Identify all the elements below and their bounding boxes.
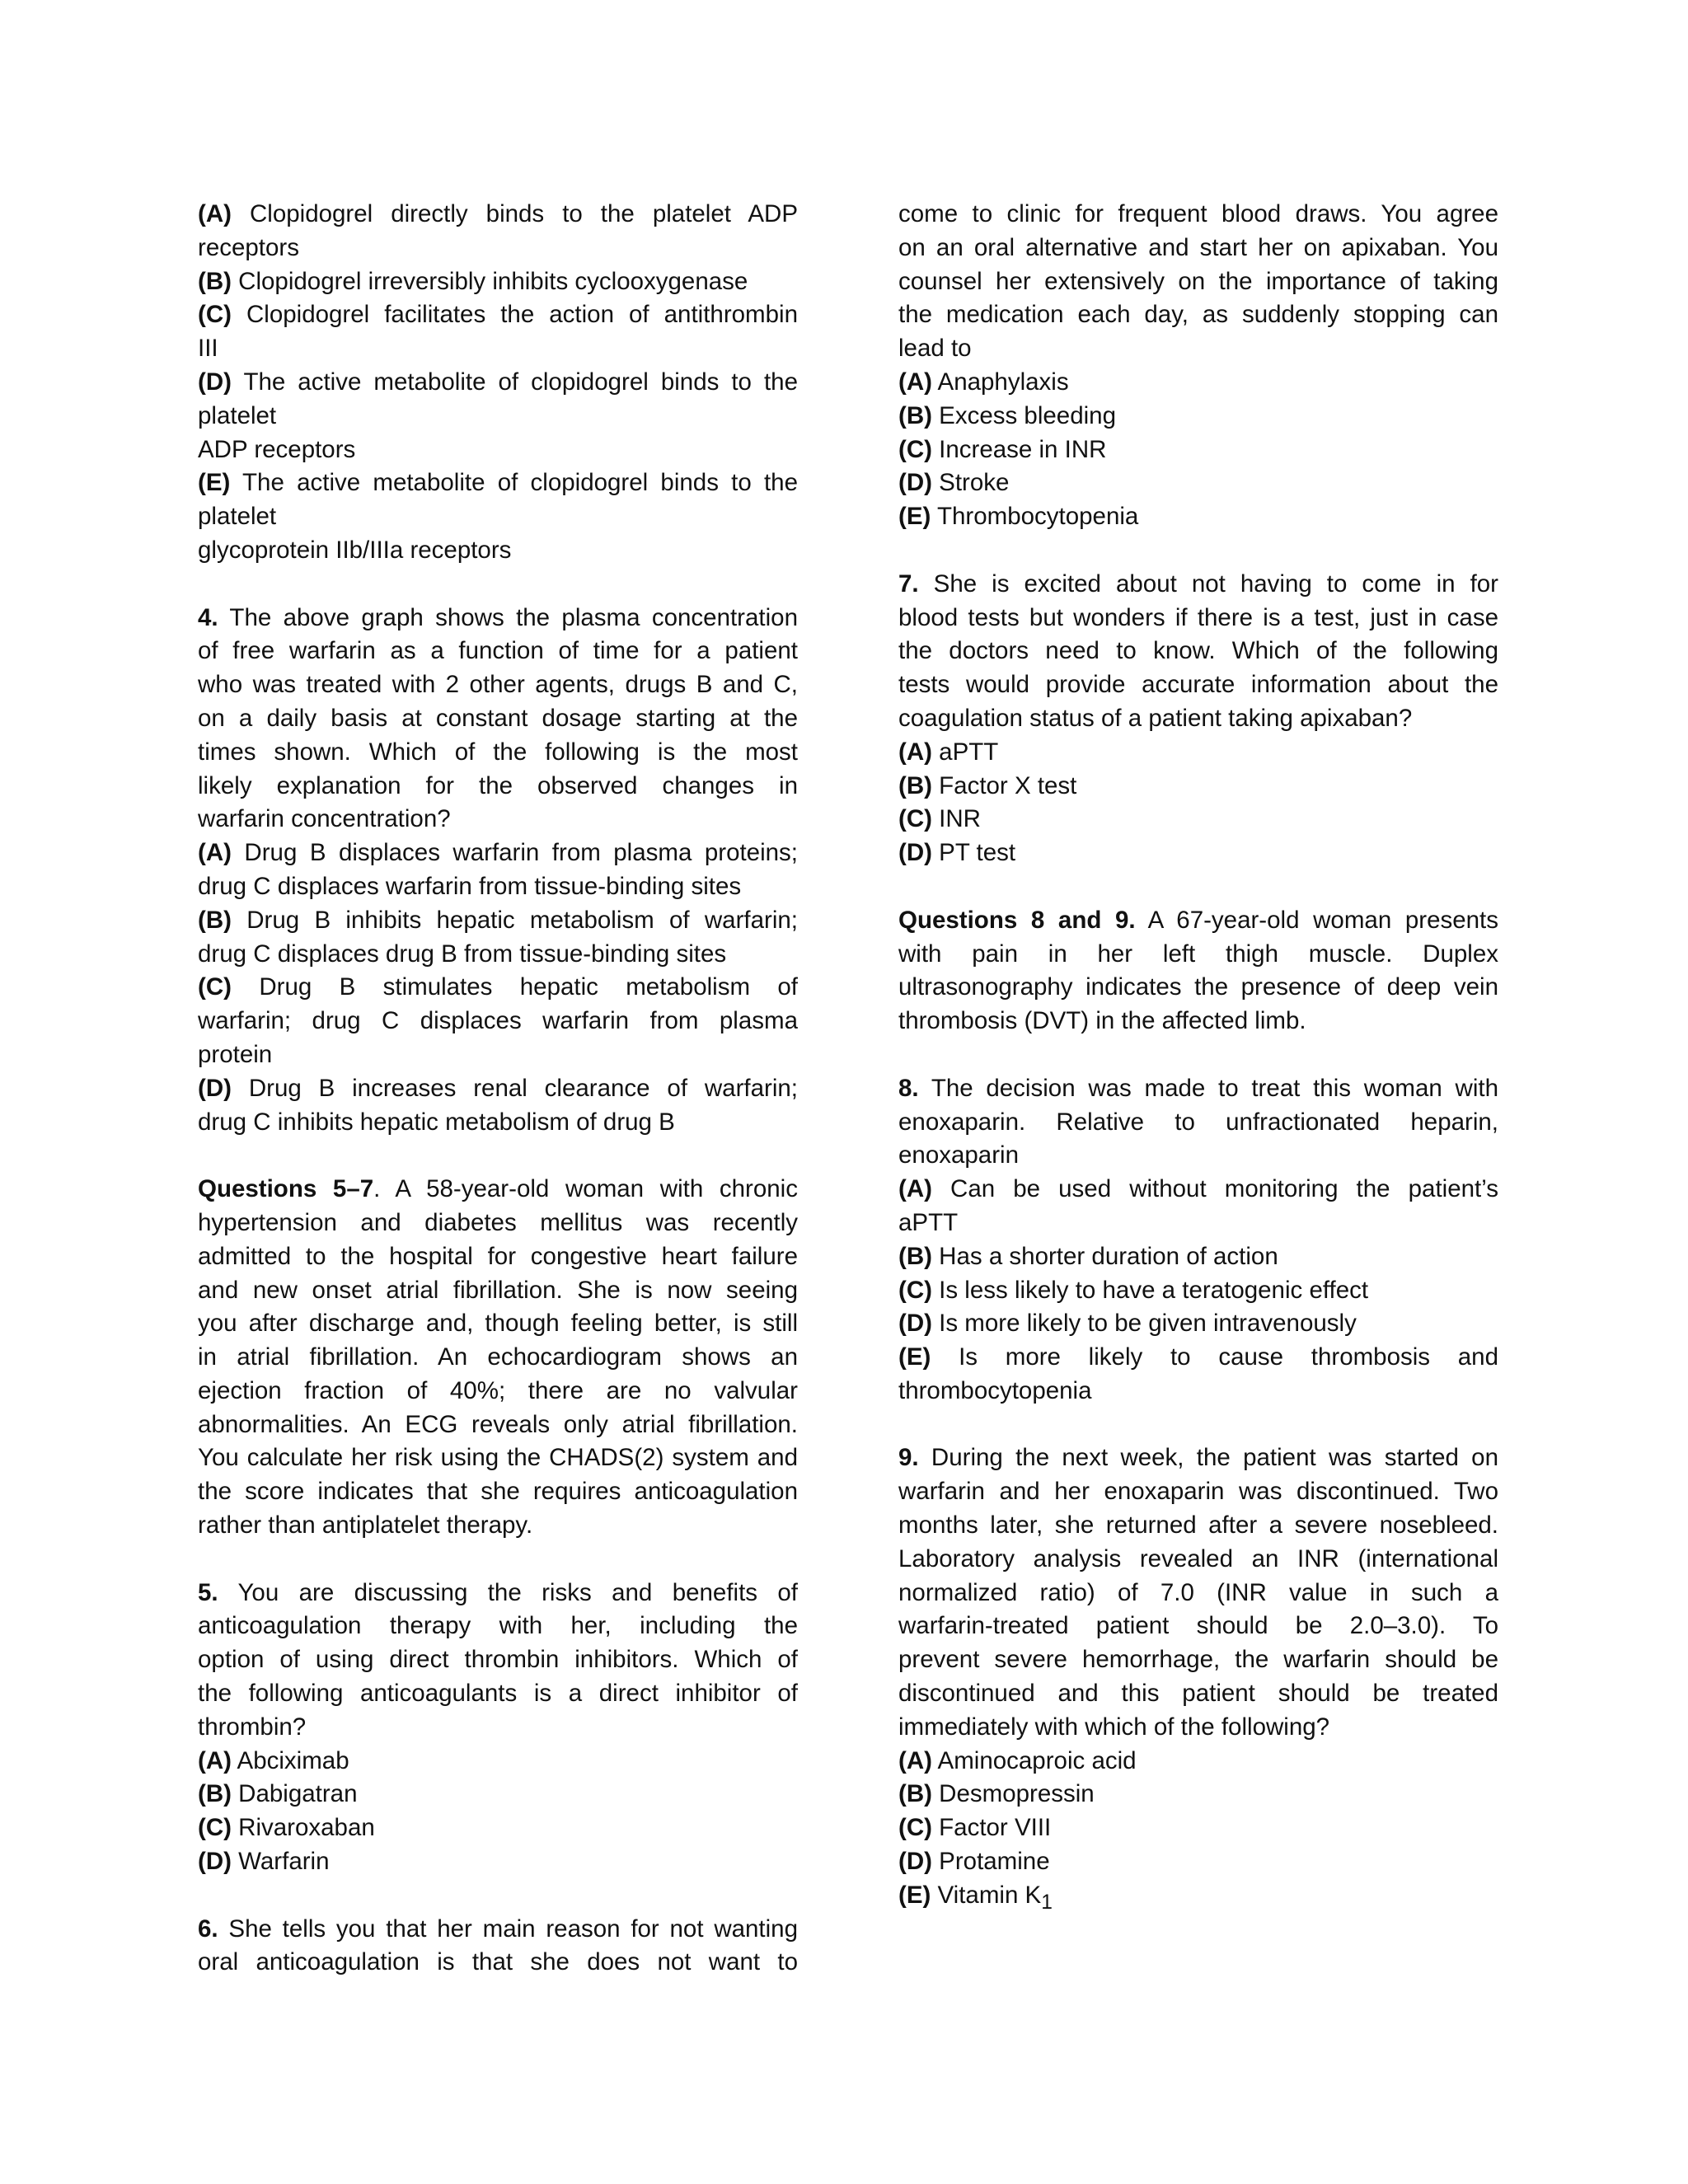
question-number: 4. <box>198 603 218 631</box>
option-label: (B) <box>898 1242 932 1270</box>
question-4 <box>198 602 798 1140</box>
question-number: 9. <box>898 1444 919 1472</box>
intro-text: hypertension and diabetes mellitus was recently <box>198 1208 798 1236</box>
right-column <box>898 198 1498 1920</box>
q4-option-c <box>198 971 798 1071</box>
q4-option-a <box>198 837 798 904</box>
question-stem: warfarin and her enoxaparin was discontinued. Two <box>898 1478 1498 1506</box>
option-text: Drug B stimulates hepatic metabolism of <box>259 973 799 1001</box>
option-label: (B) <box>198 267 232 295</box>
option-text: Stroke <box>939 469 1010 497</box>
question-stem: come to clinic for frequent blood draws. You agree <box>898 200 1498 227</box>
option-label: (B) <box>198 906 232 934</box>
q6-option-d <box>898 466 1498 500</box>
option-label: (A) <box>198 839 232 867</box>
option-text: Drug B displaces warfarin from plasma proteins; <box>244 839 798 867</box>
question-7 <box>898 568 1498 870</box>
q6-option-c <box>898 434 1498 467</box>
option-label: (B) <box>898 771 932 799</box>
option-label: (E) <box>898 503 931 531</box>
option-label: (A) <box>198 1746 232 1774</box>
q9-option-b <box>898 1778 1498 1811</box>
option-text: Clopidogrel directly binds to the platelet ADP <box>249 200 798 227</box>
option-label: (C) <box>898 1814 932 1842</box>
option-text: Is less likely to have a teratogenic effect <box>939 1276 1369 1304</box>
intro-text: ejection fraction of 40%; there are no valvular <box>198 1376 798 1404</box>
option-label: (E) <box>898 1343 931 1371</box>
q7-option-c <box>898 803 1498 837</box>
option-text: Protamine <box>939 1848 1050 1876</box>
intro-text: abnormalities. An ECG reveals only atrial fibrillation. <box>198 1410 798 1438</box>
option-text: protein <box>198 1040 273 1068</box>
intro-text: admitted to the hospital for congestive heart failure <box>198 1242 798 1270</box>
question-stem: times shown. Which of the following is the most <box>198 738 798 766</box>
question-stem: enoxaparin. Relative to unfractionated heparin, <box>898 1108 1498 1136</box>
option-text: Drug B inhibits hepatic metabolism of warfarin; <box>246 906 798 934</box>
option-text: The active metabolite of clopidogrel binds to the <box>243 368 798 396</box>
intro-text: and new onset atrial fibrillation. She is now seeing <box>198 1276 798 1304</box>
question-stem: coagulation status of a patient taking apixaban? <box>898 704 1413 732</box>
option-label: (E) <box>198 469 231 497</box>
option-label: (D) <box>198 368 232 396</box>
question-stem: The above graph shows the plasma concentration <box>229 603 798 631</box>
option-label: (D) <box>198 1848 232 1876</box>
question-stem: tests would provide accurate information about the <box>898 671 1498 699</box>
question-stem: on a daily basis at constant dosage starting at the <box>198 704 798 732</box>
question-number: 5. <box>198 1578 218 1606</box>
question-number: 8. <box>898 1074 919 1102</box>
q5-option-d <box>198 1845 798 1879</box>
q9-option-e <box>898 1879 1498 1920</box>
option-label: (D) <box>898 469 932 497</box>
question-stem: likely explanation for the observed changes in <box>198 771 798 799</box>
question-stem: enoxaparin <box>898 1141 1019 1169</box>
q8-option-a <box>898 1173 1498 1240</box>
option-label: (A) <box>898 1175 932 1203</box>
question-8 <box>898 1072 1498 1408</box>
option-label: (C) <box>198 1814 232 1842</box>
q5-option-b <box>198 1778 798 1811</box>
option-text: INR <box>939 805 981 833</box>
option-text: warfarin; drug C displaces warfarin from plasma <box>198 1007 798 1035</box>
section-heading: Questions 5–7 <box>198 1175 374 1203</box>
option-label: (E) <box>898 1881 931 1909</box>
question-stem: oral anticoagulation is that she does not want to <box>198 1948 798 1976</box>
q8-option-c <box>898 1274 1498 1308</box>
question-stem: immediately with which of the following? <box>898 1713 1330 1741</box>
option-text: Has a shorter duration of action <box>939 1242 1278 1270</box>
option-text: Vitamin K <box>937 1881 1042 1909</box>
q9-option-d <box>898 1845 1498 1879</box>
q3-option-c <box>198 298 798 366</box>
option-label: (A) <box>898 738 932 766</box>
option-text: Factor X test <box>939 771 1077 799</box>
intro-text: in atrial fibrillation. An echocardiogram shows an <box>198 1343 798 1371</box>
intro-text: the score indicates that she requires anticoagulation <box>198 1478 798 1506</box>
option-text: Can be used without monitoring the patient’s <box>950 1175 1498 1203</box>
option-text: drug C displaces warfarin from tissue-binding sites <box>198 872 742 900</box>
question-stem: on an oral alternative and start her on apixaban. You <box>898 233 1498 261</box>
q3-option-d <box>198 366 798 466</box>
question-stem: She is excited about not having to come in for <box>933 569 1498 598</box>
option-text: Clopidogrel irreversibly inhibits cyclooxygenase <box>238 267 748 295</box>
question-stem: option of using direct thrombin inhibitors. Which of <box>198 1646 798 1674</box>
option-label: (D) <box>198 1074 232 1102</box>
question-number: 6. <box>198 1915 218 1943</box>
option-text: Drug B increases renal clearance of warfarin; <box>248 1074 798 1102</box>
q7-option-a <box>898 736 1498 770</box>
q6-option-b <box>898 400 1498 434</box>
q6-option-a <box>898 366 1498 400</box>
vitamin-subscript: 1 <box>1041 1891 1053 1914</box>
q4-option-b <box>198 904 798 972</box>
question-stem: of free warfarin as a function of time for a patient <box>198 637 798 665</box>
questions-8-9-intro <box>898 904 1498 1038</box>
question-stem: months later, she returned after a severe nosebleed. <box>898 1511 1498 1540</box>
option-text: Excess bleeding <box>939 401 1116 429</box>
question-3-options <box>198 198 798 568</box>
question-stem: Laboratory analysis revealed an INR (international <box>898 1544 1498 1572</box>
question-stem: lead to <box>898 335 972 363</box>
intro-text: ultrasonography indicates the presence of deep vein <box>898 973 1498 1001</box>
option-text: aPTT <box>898 1208 959 1236</box>
q9-option-c <box>898 1811 1498 1845</box>
q3-option-e <box>198 466 798 567</box>
option-label: (D) <box>898 1848 932 1876</box>
question-stem: She tells you that her main reason for not wanting <box>228 1915 798 1943</box>
question-stem: normalized ratio) of 7.0 (INR value in such a <box>898 1578 1498 1606</box>
option-text: glycoprotein IIb/IIIa receptors <box>198 536 512 564</box>
question-stem: The decision was made to treat this woman with <box>931 1074 1499 1102</box>
q4-option-d <box>198 1072 798 1140</box>
option-text: thrombocytopenia <box>898 1376 1092 1404</box>
option-text: drug C inhibits hepatic metabolism of drug B <box>198 1108 675 1136</box>
intro-text: A 67-year-old woman presents <box>1147 906 1499 934</box>
option-label: (D) <box>898 839 932 867</box>
question-stem: warfarin-treated patient should be 2.0–3.0). To <box>898 1612 1498 1640</box>
option-label: (A) <box>898 368 932 396</box>
q8-option-b <box>898 1240 1498 1274</box>
option-text: Clopidogrel facilitates the action of antithrombin <box>246 301 798 329</box>
option-label: (D) <box>898 1310 932 1338</box>
q5-option-c <box>198 1811 798 1845</box>
q5-option-a <box>198 1745 798 1779</box>
option-text: Is more likely to cause thrombosis and <box>959 1343 1498 1371</box>
option-text: aPTT <box>939 738 999 766</box>
q8-option-d <box>898 1307 1498 1341</box>
option-label: (B) <box>898 401 932 429</box>
question-stem: the medication each day, as suddenly stopping can <box>898 301 1498 329</box>
option-text: Rivaroxaban <box>238 1814 375 1842</box>
option-text: drug C displaces drug B from tissue-binding sites <box>198 940 727 968</box>
option-text: Desmopressin <box>939 1780 1095 1808</box>
option-text: Abciximab <box>237 1746 349 1774</box>
question-stem: warfarin concentration? <box>198 805 451 833</box>
q3-option-b <box>198 265 798 299</box>
intro-text: you after discharge and, though feeling better, is still <box>198 1310 798 1338</box>
left-column <box>198 198 798 1980</box>
option-text: The active metabolite of clopidogrel binds to the <box>242 469 798 497</box>
option-text: Increase in INR <box>939 435 1107 463</box>
option-text: platelet <box>198 503 277 531</box>
option-text: Thrombocytopenia <box>937 503 1139 531</box>
question-6 <box>198 1913 798 1980</box>
question-stem: discontinued and this patient should be treated <box>898 1680 1498 1708</box>
option-label: (B) <box>198 1780 232 1808</box>
question-5 <box>198 1577 798 1879</box>
option-text: PT test <box>939 839 1016 867</box>
q7-option-d <box>898 837 1498 870</box>
option-label: (B) <box>898 1780 932 1808</box>
question-stem: During the next week, the patient was started on <box>931 1444 1498 1472</box>
intro-text: with pain in her left thigh muscle. Duplex <box>898 940 1498 968</box>
intro-text: thrombosis (DVT) in the affected limb. <box>898 1007 1306 1035</box>
question-6-continued <box>898 198 1498 534</box>
option-text: platelet <box>198 401 277 429</box>
question-stem: thrombin? <box>198 1713 307 1741</box>
intro-text: You calculate her risk using the CHADS(2) system and <box>198 1444 798 1472</box>
question-number: 7. <box>898 569 919 598</box>
option-text: Factor VIII <box>939 1814 1052 1842</box>
option-text: Dabigatran <box>238 1780 358 1808</box>
option-label: (C) <box>898 805 932 833</box>
question-stem: who was treated with 2 other agents, drugs B and C, <box>198 671 798 699</box>
option-label: (C) <box>198 301 232 329</box>
questions-5-7-intro <box>198 1173 798 1543</box>
intro-text: rather than antiplatelet therapy. <box>198 1511 533 1540</box>
q8-option-e <box>898 1341 1498 1408</box>
option-label: (A) <box>198 200 232 227</box>
q9-option-a <box>898 1745 1498 1779</box>
question-stem: You are discussing the risks and benefits of <box>237 1578 798 1606</box>
question-stem: blood tests but wonders if there is a test, just in case <box>898 603 1498 631</box>
option-label: (C) <box>898 1276 932 1304</box>
q7-option-b <box>898 770 1498 804</box>
question-9 <box>898 1441 1498 1919</box>
option-text: ADP receptors <box>198 435 356 463</box>
option-label: (A) <box>898 1746 932 1774</box>
option-text: Aminocaproic acid <box>937 1746 1137 1774</box>
section-heading: Questions 8 and 9. <box>898 906 1136 934</box>
question-stem: prevent severe hemorrhage, the warfarin should be <box>898 1646 1498 1674</box>
question-stem: anticoagulation therapy with her, including the <box>198 1612 798 1640</box>
question-stem: the following anticoagulants is a direct inhibitor of <box>198 1680 798 1708</box>
question-stem: the doctors need to know. Which of the following <box>898 637 1498 665</box>
q6-option-e <box>898 500 1498 534</box>
option-text: receptors <box>198 233 299 261</box>
option-text: Is more likely to be given intravenously <box>939 1310 1357 1338</box>
option-label: (C) <box>198 973 232 1001</box>
q3-option-a <box>198 198 798 265</box>
option-text: Anaphylaxis <box>937 368 1069 396</box>
option-label: (C) <box>898 435 932 463</box>
option-text: Warfarin <box>238 1848 330 1876</box>
option-text: III <box>198 335 218 363</box>
intro-text: . A 58-year-old woman with chronic <box>373 1175 798 1203</box>
question-stem: counsel her extensively on the importance of taking <box>898 267 1498 295</box>
